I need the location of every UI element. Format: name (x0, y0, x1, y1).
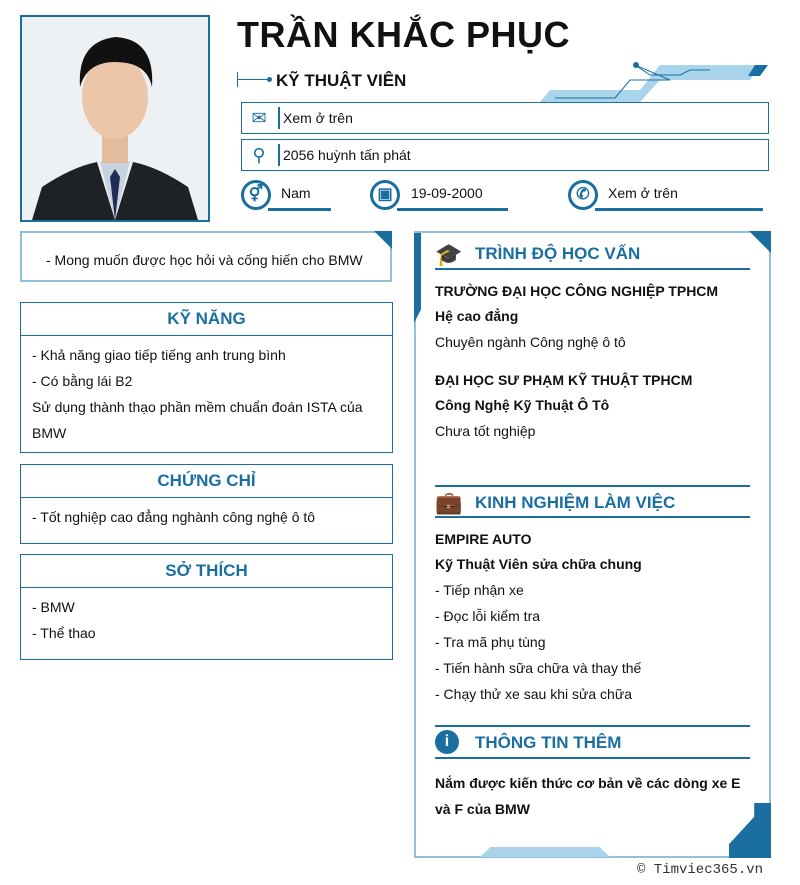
hobby-item: - Thể thao (32, 625, 96, 641)
experience-item: - Chạy thử xe sau khi sửa chữa (435, 686, 632, 702)
school-name: ĐẠI HỌC SƯ PHẠM KỸ THUẬT TPHCM (435, 372, 693, 388)
address-field (241, 139, 769, 171)
degree: Hệ cao đẳng (435, 308, 519, 324)
education-header (435, 240, 750, 272)
skill-item: - Khả năng giao tiếp tiếng anh trung bình (32, 347, 286, 363)
education-detail: Chuyên ngành Công nghệ ô tô (435, 334, 626, 350)
objective-box (20, 231, 392, 282)
gender-value: Nam (281, 185, 311, 201)
degree: Công Nghệ Kỹ Thuật Ô Tô (435, 397, 610, 413)
job-title: KỸ THUẬT VIÊN (276, 71, 407, 90)
footer-watermark: © Timviec365.vn (637, 862, 764, 878)
company-name: EMPIRE AUTO (435, 531, 532, 547)
experience-title: KINH NGHIỆM LÀM VIỆC (475, 493, 676, 512)
underline (397, 208, 508, 211)
underline (595, 208, 763, 211)
objective-text: - Mong muốn được học hỏi và cống hiến cho BMW (46, 252, 363, 268)
corner-decoration (749, 231, 771, 253)
gender-icon: ⚥ (241, 180, 271, 210)
calendar-icon: ▣ (370, 180, 400, 210)
briefcase-icon: 💼 (435, 490, 463, 515)
certificates-title: CHỨNG CHỈ (21, 465, 392, 498)
dob-value: 19-09-2000 (411, 185, 483, 201)
info-icon: i (435, 730, 459, 754)
experience-item: - Đọc lỗi kiểm tra (435, 608, 541, 624)
extra-info-header (435, 725, 750, 759)
graduation-cap-icon: 🎓 (435, 242, 463, 267)
underline (268, 208, 331, 211)
experience-item: - Tra mã phụ tùng (435, 634, 546, 650)
skill-item: Sử dụng thành thạo phần mềm chuẩn đoán ISTA của BMW (32, 399, 363, 441)
school-name: TRƯỜNG ĐẠI HỌC CÔNG NGHIỆP TPHCM (435, 283, 719, 299)
hobbies-section (20, 554, 393, 660)
address-value: 2056 huỳnh tấn phát (283, 147, 411, 163)
email-value: Xem ở trên (283, 110, 353, 126)
skills-title: KỸ NĂNG (21, 303, 392, 336)
experience-header (435, 485, 750, 519)
experience-item: - Tiến hành sữa chữa và thay thế (435, 660, 642, 676)
corner-decoration (374, 231, 392, 249)
hobby-item: - BMW (32, 599, 75, 615)
location-pin-icon: ⚲ (252, 145, 266, 165)
certificates-section (20, 464, 393, 544)
experience-item: - Tiếp nhận xe (435, 582, 524, 598)
extra-info-title: THÔNG TIN THÊM (475, 733, 622, 752)
position: Kỹ Thuật Viên sửa chữa chung (435, 556, 642, 572)
title-decoration (237, 79, 270, 80)
bottom-decoration (480, 847, 610, 857)
skills-section (20, 302, 393, 453)
email-field (241, 102, 769, 134)
extra-info-text: Nắm được kiến thức cơ bản về các dòng xe E và F của BMW (435, 775, 741, 817)
education-detail: Chưa tốt nghiệp (435, 423, 536, 439)
profile-photo (20, 15, 210, 222)
candidate-name: TRẦN KHẮC PHỤC (237, 14, 570, 55)
certificate-item: - Tốt nghiệp cao đẳng nghành công nghệ ô tô (32, 509, 316, 525)
phone-value: Xem ở trên (608, 185, 678, 201)
skill-item: - Có bằng lái B2 (32, 373, 133, 389)
envelope-icon: ✉ (251, 108, 267, 128)
hobbies-title: SỞ THÍCH (21, 555, 392, 588)
education-title: TRÌNH ĐỘ HỌC VẤN (475, 244, 641, 263)
phone-icon: ✆ (568, 180, 598, 210)
header-decoration (540, 60, 770, 102)
